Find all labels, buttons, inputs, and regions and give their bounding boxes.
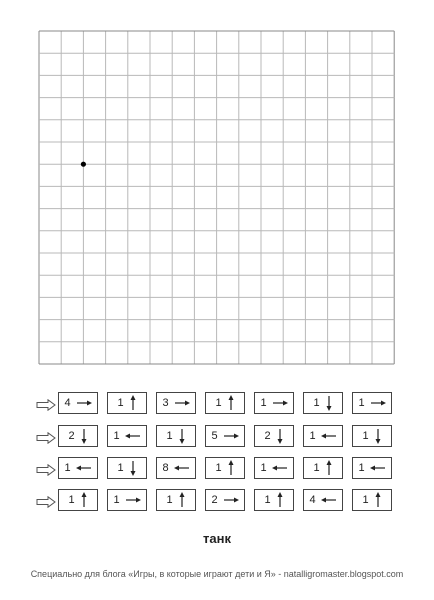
arrow-up-icon	[276, 492, 284, 508]
arrow-left-icon	[125, 432, 141, 440]
command-count: 1	[117, 396, 124, 409]
command-card[interactable]	[156, 392, 196, 414]
arrow-down-icon	[374, 428, 382, 444]
arrow-up-icon	[325, 460, 333, 476]
command-count: 1	[313, 461, 320, 474]
hollow-right-arrow-icon	[36, 495, 56, 507]
arrow-down-icon	[129, 460, 137, 476]
command-count: 1	[313, 396, 320, 409]
arrow-down-icon	[276, 428, 284, 444]
command-card[interactable]	[107, 489, 147, 511]
arrow-up-icon	[227, 395, 235, 411]
arrow-right-icon	[370, 399, 386, 407]
command-card[interactable]	[58, 457, 98, 479]
arrow-right-icon	[174, 399, 190, 407]
command-card[interactable]	[58, 392, 98, 414]
command-card[interactable]	[303, 392, 343, 414]
start-point-dot	[81, 162, 86, 167]
command-card[interactable]	[205, 392, 245, 414]
command-card[interactable]	[58, 489, 98, 511]
command-count: 1	[215, 396, 222, 409]
command-card[interactable]	[156, 457, 196, 479]
arrow-up-icon	[227, 460, 235, 476]
footer-credit: Специально для блога «Игры, в которые играют дети и Я» - natalligromaster.blogspot.com	[30, 569, 404, 579]
command-count: 1	[260, 461, 267, 474]
arrow-up-icon	[178, 492, 186, 508]
command-count: 1	[264, 493, 271, 506]
arrow-right-icon	[223, 432, 239, 440]
arrow-up-icon	[129, 395, 137, 411]
arrow-left-icon	[321, 432, 337, 440]
command-count: 1	[113, 429, 120, 442]
arrow-left-icon	[321, 496, 337, 504]
command-count: 1	[309, 429, 316, 442]
command-card[interactable]	[352, 425, 392, 447]
arrow-down-icon	[80, 428, 88, 444]
command-count: 1	[362, 429, 369, 442]
command-card[interactable]	[254, 489, 294, 511]
arrow-down-icon	[178, 428, 186, 444]
command-count: 2	[68, 429, 75, 442]
command-count: 3	[162, 396, 169, 409]
arrow-right-icon	[125, 496, 141, 504]
hollow-right-arrow-icon	[36, 463, 56, 475]
command-count: 1	[358, 396, 365, 409]
command-card[interactable]	[58, 425, 98, 447]
command-count: 2	[264, 429, 271, 442]
command-count: 4	[64, 396, 71, 409]
command-card[interactable]	[303, 457, 343, 479]
hollow-right-arrow-icon	[36, 398, 56, 410]
command-card[interactable]	[156, 489, 196, 511]
command-card[interactable]	[254, 457, 294, 479]
command-count: 2	[211, 493, 218, 506]
command-card[interactable]	[205, 425, 245, 447]
arrow-up-icon	[374, 492, 382, 508]
command-card[interactable]	[254, 392, 294, 414]
command-count: 1	[117, 461, 124, 474]
command-count: 1	[166, 429, 173, 442]
hollow-right-arrow-icon	[36, 431, 56, 443]
command-count: 8	[162, 461, 169, 474]
command-count: 1	[358, 461, 365, 474]
arrow-left-icon	[76, 464, 92, 472]
arrow-right-icon	[272, 399, 288, 407]
command-card[interactable]	[205, 489, 245, 511]
command-card[interactable]	[205, 457, 245, 479]
command-count: 1	[113, 493, 120, 506]
command-card[interactable]	[303, 425, 343, 447]
arrow-right-icon	[223, 496, 239, 504]
command-card[interactable]	[352, 457, 392, 479]
command-row	[36, 425, 400, 449]
command-count: 1	[215, 461, 222, 474]
command-card[interactable]	[303, 489, 343, 511]
command-count: 1	[260, 396, 267, 409]
command-count: 5	[211, 429, 218, 442]
arrow-up-icon	[80, 492, 88, 508]
picture-title: танк	[203, 531, 231, 546]
command-count: 4	[309, 493, 316, 506]
command-card[interactable]	[156, 425, 196, 447]
arrow-right-icon	[76, 399, 92, 407]
command-count: 1	[362, 493, 369, 506]
command-count: 1	[68, 493, 75, 506]
command-row	[36, 489, 400, 513]
command-card[interactable]	[107, 457, 147, 479]
command-count: 1	[64, 461, 71, 474]
command-card[interactable]	[352, 489, 392, 511]
command-card[interactable]	[107, 392, 147, 414]
command-card[interactable]	[254, 425, 294, 447]
arrow-left-icon	[370, 464, 386, 472]
arrow-left-icon	[272, 464, 288, 472]
arrow-down-icon	[325, 395, 333, 411]
command-card[interactable]	[107, 425, 147, 447]
command-card[interactable]	[352, 392, 392, 414]
command-count: 1	[166, 493, 173, 506]
command-row	[36, 457, 400, 481]
arrow-left-icon	[174, 464, 190, 472]
command-row	[36, 392, 400, 416]
